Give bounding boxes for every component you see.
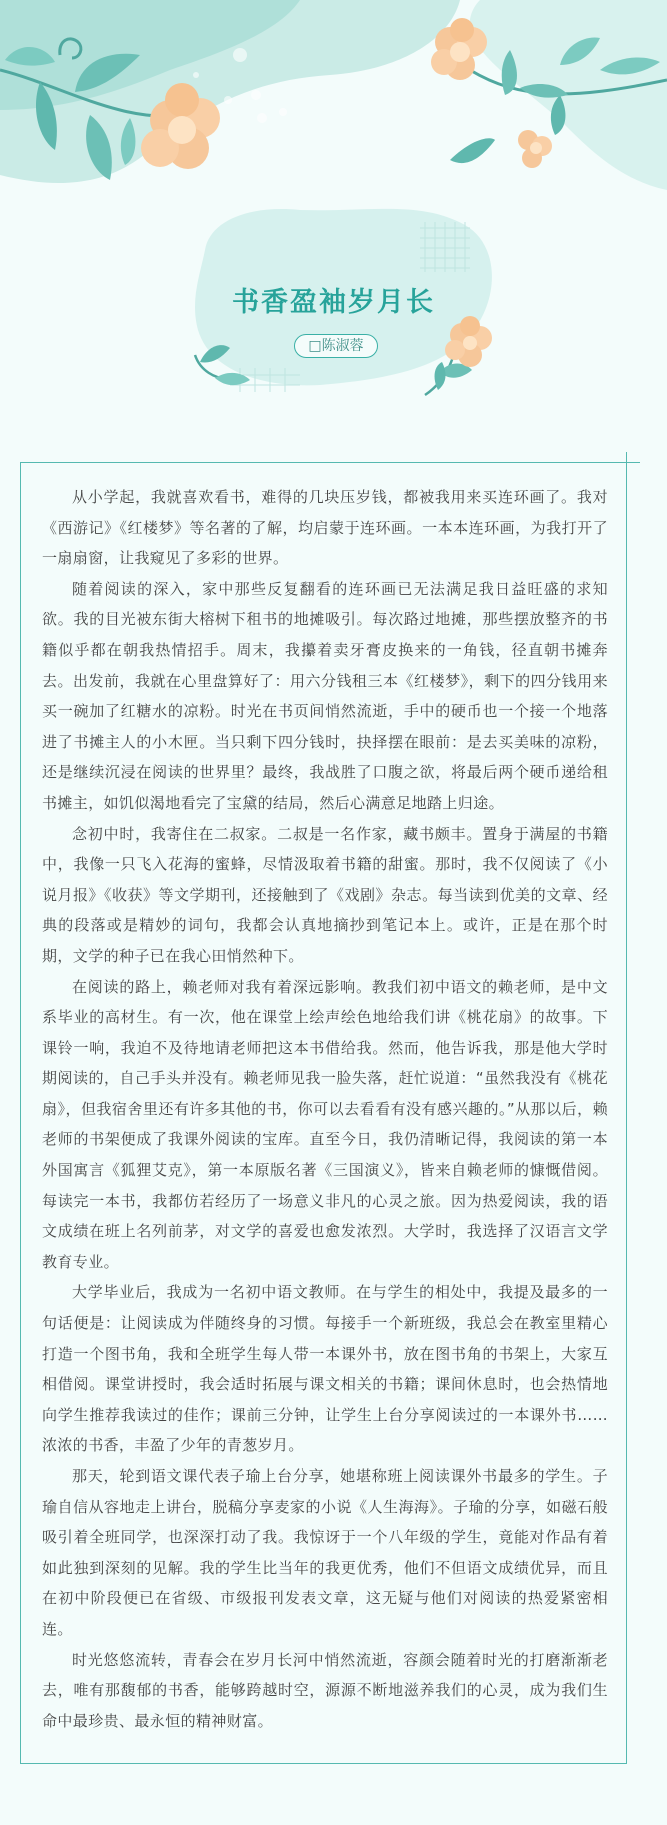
frame-corner-tick [626,452,627,476]
frame-corner-line [560,462,640,463]
article-body [42,482,608,1736]
header-art [0,0,667,430]
paragraph: 那天，轮到语文课代表子瑜上台分享，她堪称班上阅读课外书最多的学生。子瑜自信从容地走上讲台，脱稿分享麦家的小说《人生海海》。子瑜的分享，如磁石般吸引着全班同学，也深深打动了我。我惊讶于一个八年级的学生，竟能对作品有着如此独到深刻的见解。我的学生比当年的我更优秀，他们不但语文成绩优异，而且在初中阶段便已在省级、市级报刊发表文章，这无疑与他们对阅读的热爱紧密相连。 [42,1467,608,1638]
paragraph: 从小学起，我就喜欢看书，难得的几块压岁钱，都被我用来买连环画了。我对《西游记》《红楼梦》等名著的了解，均启蒙于连环画。一本本连环画，为我打开了一扇扇窗，让我窥见了多彩的世界。 [42,488,608,568]
paragraph: 随着阅读的深入，家中那些反复翻看的连环画已无法满足我日益旺盛的求知欲。我的目光被东街大榕树下租书的地摊吸引。每次路过地摊，那些摆放整齐的书籍似乎都在朝我热情招手。周末，我攥着卖牙膏皮换来的一角钱，径直朝书摊奔去。出发前，我就在心里盘算好了：用六分钱租三本《红楼梦》，剩下的四分钱用来买一碗加了红糖水的凉粉。时光在书页间悄然流逝，手中的硬币也一个接一个地落进了书摊主人的小木匣。当只剩下四分钱时，抉择摆在眼前：是去买美味的凉粉，还是继续沉浸在阅读的世界里？最终，我战胜了口腹之欲，将最后两个硬币递给租书摊主，如饥似渴地看完了宝黛的结局，然后心满意足地踏上归途。 [42,579,608,812]
header-illustration [0,0,667,430]
author-badge: □陈淑蓉 [294,334,378,358]
flower-icon-small [518,130,552,168]
paragraph: 在阅读的路上，赖老师对我有着深远影响。教我们初中语文的赖老师，是中文系毕业的高材生。有一次，他在课堂上绘声绘色地给我们讲《桃花扇》的故事。下课铃一响，我迫不及待地请老师把这本书借给我。然而，他告诉我，那是他大学时期阅读的，自己手头并没有。赖老师见我一脸失落，赶忙说道：“虽然我没有《桃花扇》，但我宿舍里还有许多其他的书，你可以去看看有没有感兴趣的。”从那以后，赖老师的书架便成了我课外阅读的宝库。直至今日，我仍清晰记得，我阅读的第一本外国寓言《狐狸艾克》，第一本原版名著《三国演义》，皆来自赖老师的慷慨借阅。每读完一本书，我都仿若经历了一场意义非凡的心灵之旅。因为热爱阅读，我的语文成绩在班上名列前茅，对文学的喜爱也愈发浓烈。大学时，我选择了汉语言文学教育专业。 [42,977,608,1271]
page-title: 书香盈袖岁月长 [232,287,435,318]
paragraph: 时光悠悠流转，青春会在岁月长河中悄然流逝，容颜会随着时光的打磨渐渐老去，唯有那馥郁的书香，能够跨越时空，源源不断地滋养我们的心灵，成为我们生命中最珍贵、最永恒的精神财富。 [42,1650,608,1730]
paragraph: 大学毕业后，我成为一名初中语文教师。在与学生的相处中，我提及最多的一句话便是：让阅读成为伴随终身的习惯。每接手一个新班级，我总会在教室里精心打造一个图书角，我和全班学生每人带一本课外书，放在图书角的书架上，大家互相借阅。课堂讲授时，我会适时拓展与课文相关的书籍；课间休息时，也会热情地向学生推荐我读过的佳作；课前三分钟，让学生上台分享阅读过的一本课外书……浓浓的书香，丰盈了少年的青葱岁月。 [42,1283,608,1455]
paragraph: 念初中时，我寄住在二叔家。二叔是一名作家，藏书颇丰。置身于满屋的书籍中，我像一只飞入花海的蜜蜂，尽情汲取着书籍的甜蜜。那时，我不仅阅读了《小说月报》《收获》等文学期刊，还接触到了《戏剧》杂志。每当读到优美的文章、经典的段落或是精妙的词句，我都会认真地摘抄到笔记本上。或许，正是在那个时期，文学的种子已在我心田悄然种下。 [42,824,608,965]
